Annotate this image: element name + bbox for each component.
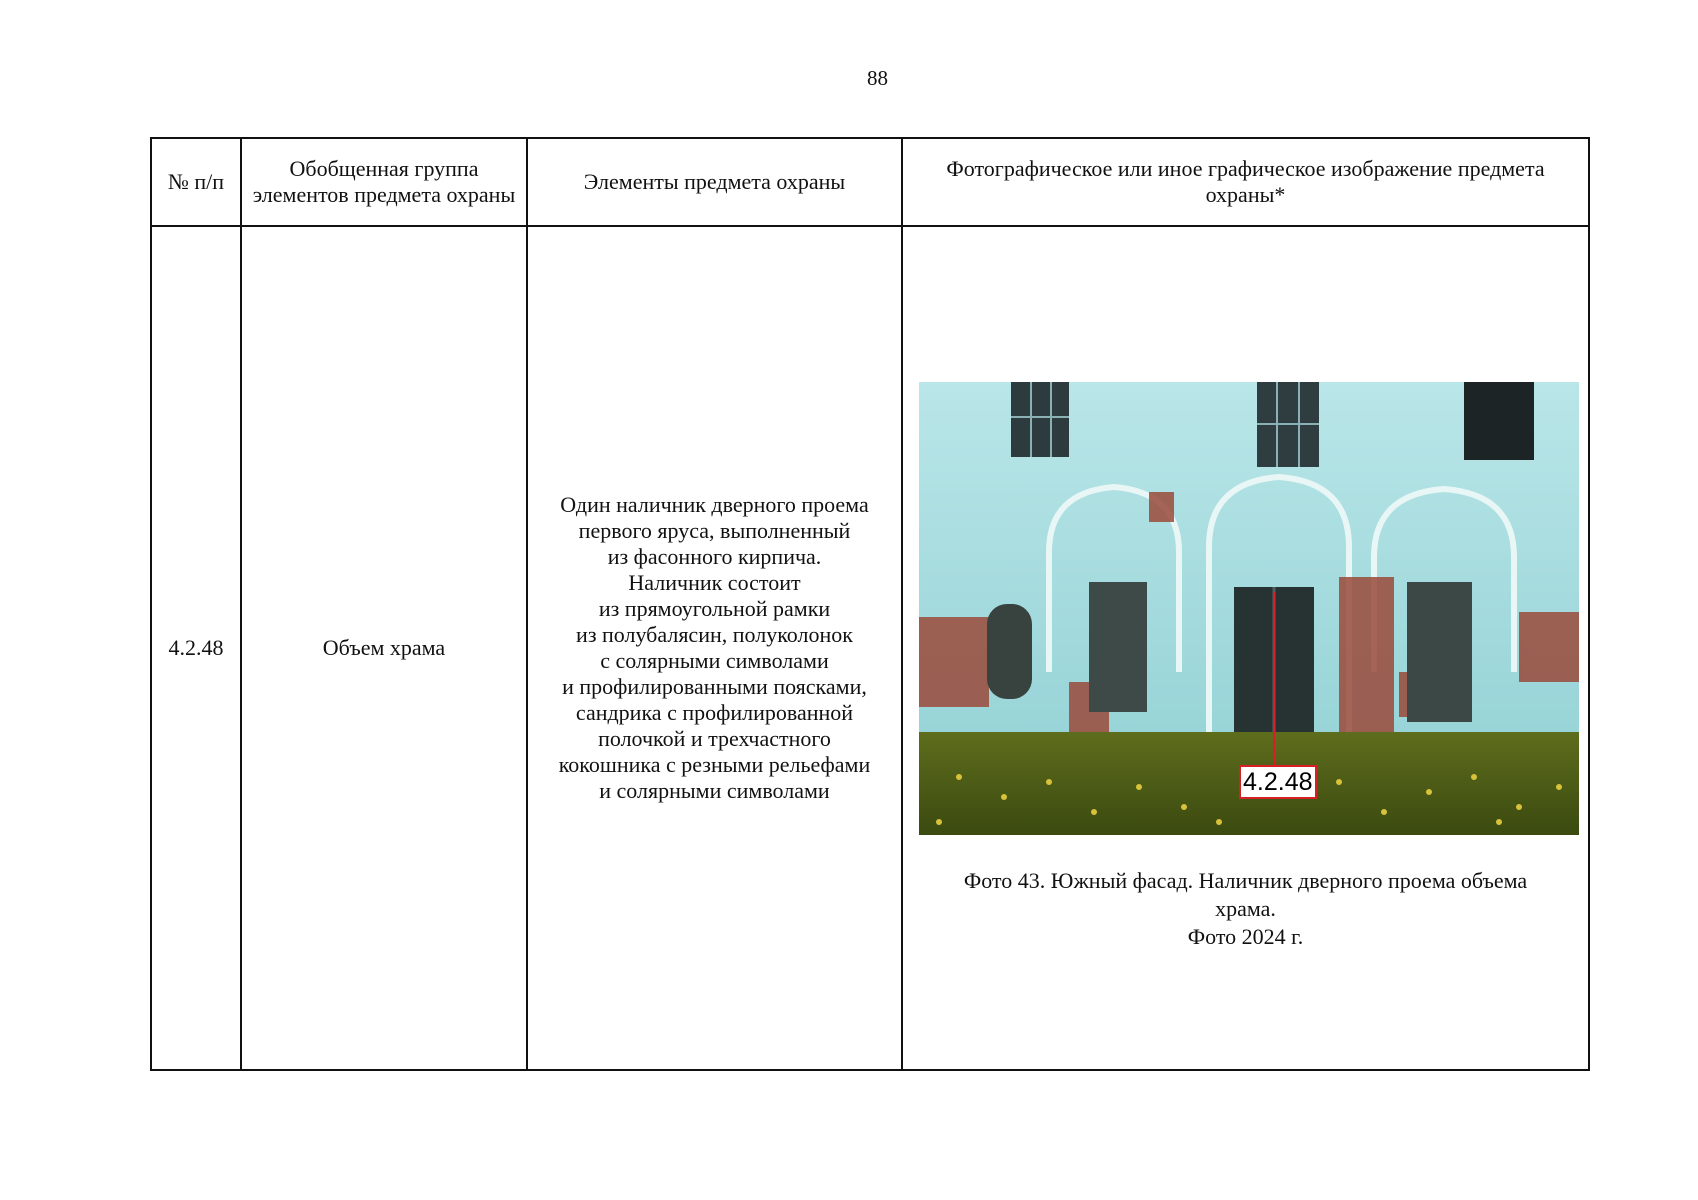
description-line: из полубалясин, полуколонок [576, 622, 853, 647]
caption-line: Фото 2024 г. [1187, 924, 1304, 949]
description-line: кокошника с резными рельефами [558, 752, 871, 777]
facade-photo [919, 382, 1579, 835]
table-row [151, 226, 1589, 1070]
header-group: Обобщенная группа элементов предмета охраны [241, 138, 527, 226]
description-line: Один наличник дверного проема [560, 492, 869, 517]
row-description [527, 226, 902, 1070]
caption-line: храма. [1215, 896, 1276, 921]
header-image: Фотографическое или иное графическое изображение предмета охраны* [902, 138, 1589, 226]
header-number: № п/п [151, 138, 241, 226]
description-line: и профилированными поясками, [562, 674, 867, 699]
photo-caption [903, 867, 1588, 951]
description-line: и солярными символами [599, 778, 830, 803]
description-line: Наличник состоит [628, 570, 801, 595]
description-line: из фасонного кирпича. [607, 544, 822, 569]
description-line: сандрика с профилированной [575, 700, 854, 725]
header-elements: Элементы предмета охраны [527, 138, 902, 226]
description-line: с солярными символами [600, 648, 829, 673]
row-group: Объем храма [241, 226, 527, 1070]
description-line: из прямоугольной рамки [598, 596, 831, 621]
protection-table [150, 137, 1590, 1071]
description-line: первого яруса, выполненный [578, 518, 851, 543]
description-line: полочкой и трехчастного [598, 726, 831, 751]
caption-line: Фото 43. Южный фасад. Наличник дверного проема объема [963, 868, 1528, 893]
row-number: 4.2.48 [151, 226, 241, 1070]
photo-marker-label: 4.2.48 [1239, 765, 1317, 799]
row-image [902, 226, 1589, 1070]
table-header-row [151, 138, 1589, 226]
page-number: 88 [867, 66, 888, 90]
